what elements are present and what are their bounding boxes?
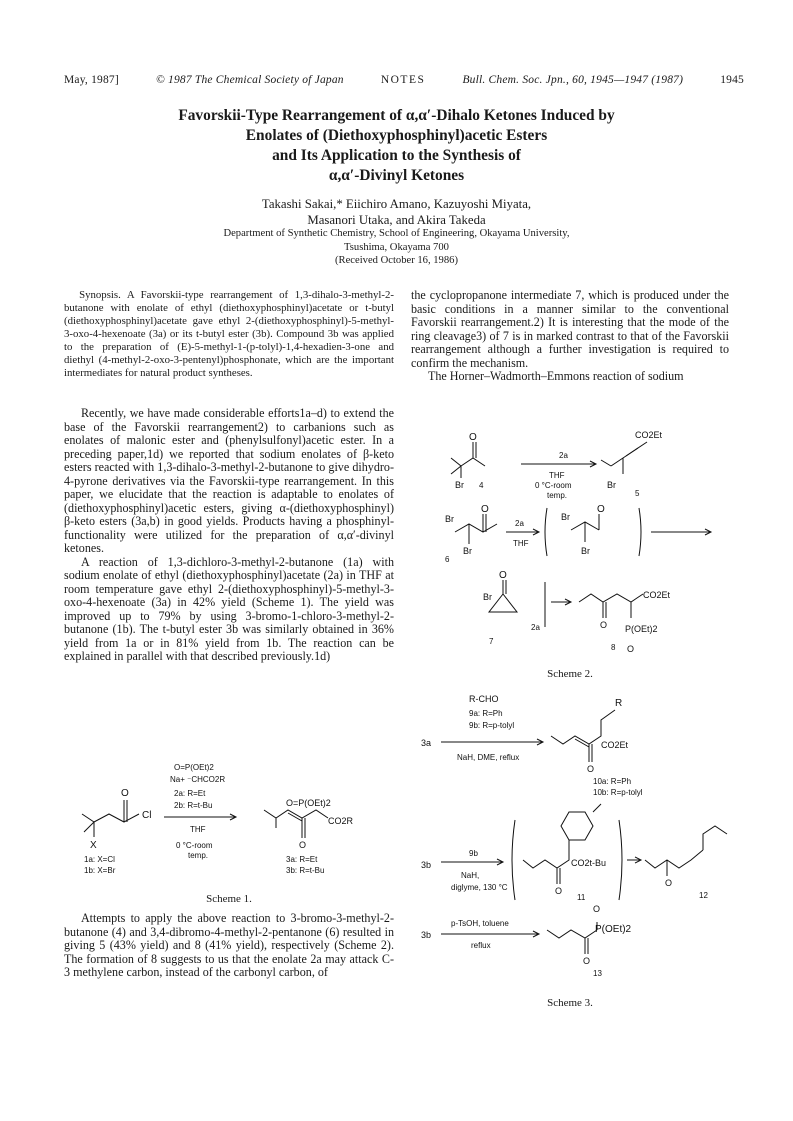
scheme2-condition-1: 0 °C-room <box>535 481 572 490</box>
scheme1-product-2: 3b: R=t-Bu <box>286 866 325 875</box>
svg-text:O: O <box>587 764 595 774</box>
header-journal: Bull. Chem. Soc. Jpn., 60, 1945—1947 (1987) <box>462 74 684 86</box>
paragraph-cyclopropanone: the cyclopropanone intermediate 7, which is produced under the basic conditions in a manner similar to the conventional Favorskii rearrangement.2) It is interesting that the mode of the ring cleavage3) of 7 is in marked contrast to that of the Favorskii rearrangement although a further investigation is required to confirm the mechanism. <box>411 288 729 370</box>
svg-text:O: O <box>499 570 507 581</box>
scheme1-reagent-1: O=P(OEt)2 <box>174 763 214 772</box>
svg-text:Br: Br <box>561 512 570 522</box>
scheme3-sm-2: 3b <box>421 860 432 870</box>
scheme1-reagent-3: 2a: R=Et <box>174 789 206 798</box>
svg-text:Br: Br <box>445 514 454 524</box>
scheme3-condition-2b: diglyme, 130 °C <box>451 883 508 892</box>
compound-12-number: 12 <box>699 891 708 900</box>
svg-text:O: O <box>481 504 489 515</box>
reactant-1-structure <box>82 800 139 837</box>
synopsis: Synopsis. A Favorskii-type rearrangement of 1,3-dihalo-3-methyl-2-butanone with enolate of ethyl (diethoxyphosphinyl)acetate or t-butyl (diethoxyphosphinyl)acetate gave ethyl 2-(diethoxyphosphinyl)-5-methyl-3-oxo-4-hexenoate (3a) or its t-butyl ester (3b). Compound 3b was applied to the preparation of (E)-5-methyl-1-(p-tolyl)-1,4-hexadien-3-one and diethyl (4-methyl-2-oxo-3-pentenyl)phosphonate, which are the important intermediates for natural product syntheses. <box>64 289 394 379</box>
scheme-1-caption: Scheme 1. <box>206 893 252 905</box>
product-3-oxygen: O <box>299 840 307 850</box>
reactant-1-chlorine: Cl <box>142 810 152 821</box>
article-title: Favorskii-Type Rearrangement of α,α′-Dihalo Ketones Induced by Enolates of (Diethoxyphosphinyl)acetic Esters and Its Application to the Synthesis of α,α′-Divinyl Ketones <box>178 107 615 184</box>
svg-text:Br: Br <box>607 480 616 490</box>
header-section: NOTES <box>380 74 426 86</box>
author-list: Takashi Sakai,* Eiichiro Amano, Kazuyoshi Miyata, Masanori Utaka, and Akira Takeda <box>261 197 532 227</box>
svg-text:R: R <box>615 698 623 709</box>
header-copyright: © 1987 The Chemical Society of Japan <box>155 74 344 86</box>
paragraph-hwe: The Horner–Wadmorth–Emmons reaction of sodium <box>427 369 684 383</box>
scheme3-10a: 10a: R=Ph <box>593 777 632 786</box>
scheme1-solvent: THF <box>190 825 206 834</box>
compound-7-number: 7 <box>489 637 494 646</box>
svg-text:Br: Br <box>463 546 472 556</box>
scheme2-solvent: THF <box>549 471 565 480</box>
scheme3-condition-1: NaH, DME, reflux <box>457 753 520 762</box>
scheme-3-caption: Scheme 3. <box>547 997 593 1009</box>
scheme3-reagent-9b: 9b <box>469 849 478 858</box>
svg-text:2a: 2a <box>515 519 524 528</box>
product-3-phosphoryl: O=P(OEt)2 <box>286 798 331 808</box>
scheme3-9a: 9a: R=Ph <box>469 709 503 718</box>
scheme-1 <box>64 762 394 892</box>
scheme1-condition-1: 0 °C-room <box>176 841 213 850</box>
scheme3-condition-3b: reflux <box>471 941 491 950</box>
scheme1-reagent-2: Na+ ⁻CHCO2R <box>170 775 226 784</box>
header-page: 1945 <box>720 74 744 86</box>
scheme2-reagent: 2a <box>559 451 568 460</box>
product-3-structure <box>264 810 328 838</box>
svg-text:CO2t-Bu: CO2t-Bu <box>571 858 607 868</box>
svg-text:Br: Br <box>581 546 590 556</box>
svg-text:CO2Et: CO2Et <box>601 740 629 750</box>
body-left <box>64 407 394 664</box>
paragraph-reaction: A reaction of 1,3-dichloro-3-methyl-2-butanone (1a) with sodium enolate of ethyl (diethoxyphosphinyl)acetate (2a) in THF at room temperature gave ethyl 2-(diethoxyphosphinyl)-5-methyl-3-oxo-4-hexenoate (3a) in 42% yield (Scheme 1). The yield was improved up to 79% by using 3-bromo-1-chloro-3-methyl-2-butanone (1b). The t-butyl ester 3b was similarly obtained in 36% yield from 1a or in 81% yield from 1b. The reaction can be explained in parallel with that described previously.1d) <box>64 554 394 663</box>
svg-text:O: O <box>665 878 673 888</box>
svg-text:O: O <box>555 886 563 896</box>
svg-text:Br: Br <box>483 592 492 602</box>
svg-text:P(OEt)2: P(OEt)2 <box>595 924 632 935</box>
compound-8-phosphoryl: P(OEt)2 <box>625 624 658 634</box>
body-right <box>411 289 729 384</box>
scheme3-condition-3a: p-TsOH, toluene <box>451 919 509 928</box>
svg-text:Br: Br <box>455 480 464 490</box>
scheme3-aldehyde: R-CHO <box>469 694 499 704</box>
svg-text:O: O <box>469 432 477 443</box>
scheme1-reagent-4: 2b: R=t-Bu <box>174 801 213 810</box>
reactant-1-x: X <box>90 840 97 851</box>
svg-text:O: O <box>600 620 608 630</box>
compound-8-number: 8 <box>611 643 616 652</box>
scheme-3 <box>411 690 729 990</box>
paragraph-intro: Recently, we have made considerable efforts1a–d) to extend the base of the Favorskii rearrangement2) to carbanions such as enolates of malonic ester and (phenylsulfonyl)acetic ester. In a preceding paper,1d) we reported that sodium enolates of β-keto esters reacted with 1,3-dihalo-3-methyl-2-butanone to give dihydro-4-pyrone derivatives via the Favorskii-type rearrangement. In this paper, we elucidate that the reaction is adaptable to enolates of (diethoxyphosphinyl)acetic esters, giving α-(diethoxyphosphinyl) β-keto esters (3a,b) in good yields. Products having a phosphinyl-functionality were utilized for the preparation of α,α′-divinyl ketones. <box>64 406 394 555</box>
scheme1-condition-2: temp. <box>188 851 209 860</box>
svg-text:O: O <box>593 904 601 914</box>
affiliation: Department of Synthetic Chemistry, School of Engineering, Okayama University, Tsushima, Okayama 700 (Received October 16, 1986) <box>223 228 570 266</box>
svg-text:O: O <box>583 956 591 966</box>
svg-text:2a: 2a <box>531 623 540 632</box>
scheme3-sm-3: 3b <box>421 930 432 940</box>
header-date: May, 1987] <box>64 74 119 86</box>
scheme1-sm-1: 1a: X=Cl <box>84 855 115 864</box>
compound-8-ester: CO2Et <box>643 590 671 600</box>
compound-5-number: 5 <box>635 489 640 498</box>
svg-text:O: O <box>597 504 605 515</box>
body-left-bottom: Attempts to apply the above reaction to 3-bromo-3-methyl-2-butanone (4) and 3,4-dibromo-4-methyl-2-pentanone (6) resulted in giving 5 (43% yield) and 8 (41% yield), respectively (Scheme 2). The formation of 8 suggests to us that the enolate 2a may attack C-3 methylene carbon, instead of the carbonyl carbon, of <box>64 911 394 979</box>
scheme-2-caption: Scheme 2. <box>547 668 593 680</box>
scheme3-condition-2a: NaH, <box>461 871 480 880</box>
product-3-ester: CO2R <box>328 816 354 826</box>
svg-text:O: O <box>627 644 635 654</box>
compound-4-number: 4 <box>479 481 484 490</box>
compound-6-number: 6 <box>445 555 450 564</box>
scheme3-10b: 10b: R=p-tolyl <box>593 788 643 797</box>
svg-text:THF: THF <box>513 539 529 548</box>
compound-5-ester: CO2Et <box>635 430 663 440</box>
compound-13-number: 13 <box>593 969 602 978</box>
scheme1-product-1: 3a: R=Et <box>286 855 318 864</box>
compound-11-number: 11 <box>577 893 586 902</box>
scheme3-sm-1: 3a <box>421 738 432 748</box>
scheme2-condition-2: temp. <box>547 491 568 500</box>
reactant-1-oxygen: O <box>121 788 129 799</box>
scheme1-sm-2: 1b: X=Br <box>84 866 116 875</box>
running-header <box>64 74 744 86</box>
scheme3-9b: 9b: R=p-tolyl <box>469 721 515 730</box>
